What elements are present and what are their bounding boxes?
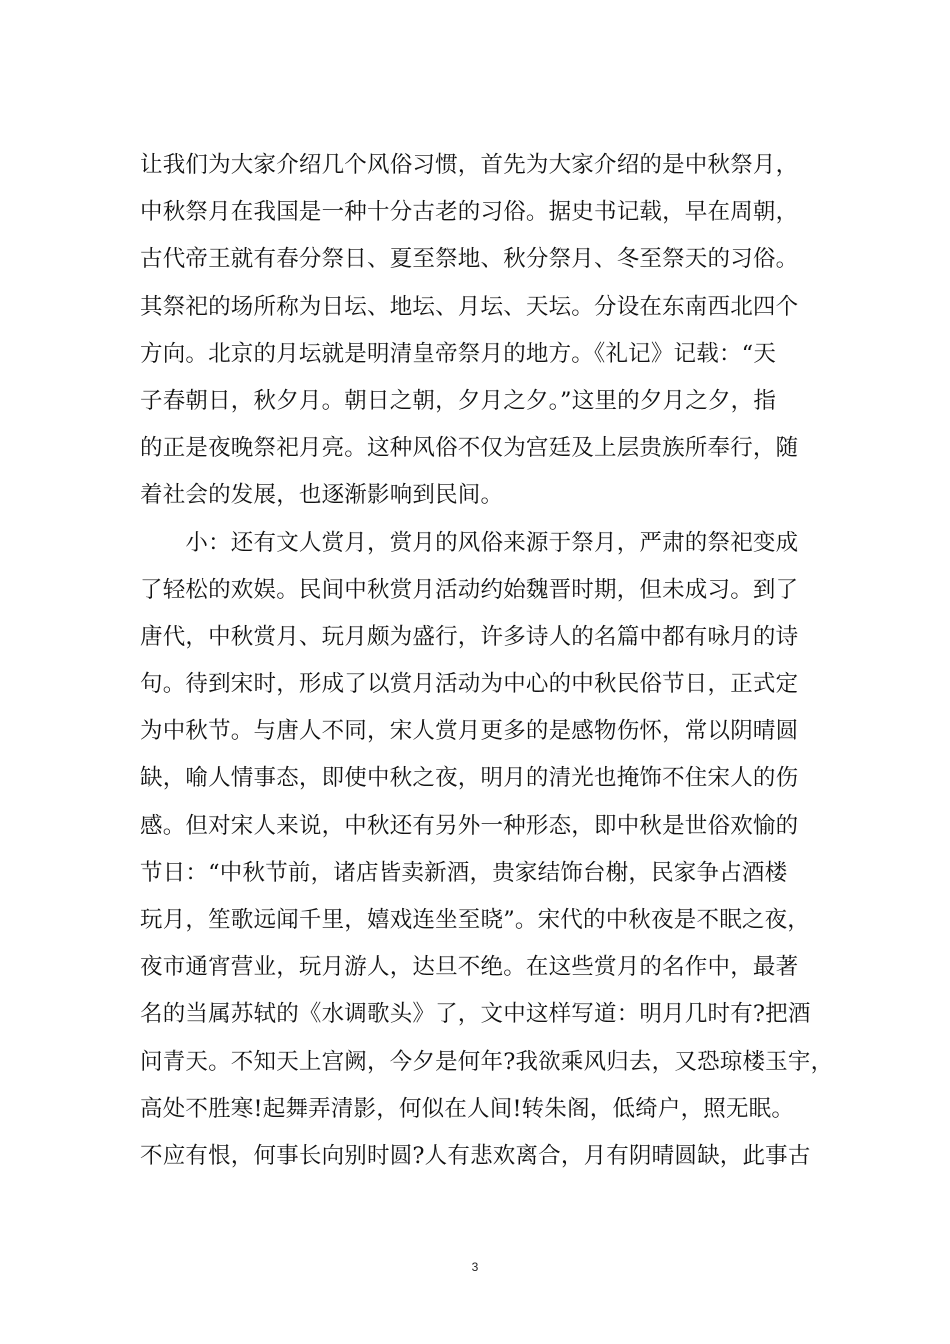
text-line: 句。待到宋时，形成了以赏月活动为中心的中秋民俗节日，正式定 <box>140 671 799 698</box>
text-line: 问青天。不知天上宫阙，今夕是何年?我欲乘风归去，又恐琼楼玉宇， <box>140 1048 834 1075</box>
text-line: 节日：“中秋节前，诸店皆卖新酒，贵家结饰台榭，民家争占酒楼 <box>140 859 788 886</box>
text-line: 其祭祀的场所称为日坛、地坛、月坛、天坛。分设在东南西北四个 <box>140 293 799 320</box>
text-line: 为中秋节。与唐人不同，宋人赏月更多的是感物伤怀，常以阴晴圆 <box>140 718 799 745</box>
text-line: 玩月，笙歌远闻千里，嬉戏连坐至晓”。宋代的中秋夜是不眠之夜， <box>140 907 811 933</box>
body-text <box>140 142 834 1180</box>
text-line: 方向。北京的月坛就是明清皇帝祭月的地方。《礼记》记载：“天 <box>140 340 777 367</box>
text-line: 夜市通宵营业，玩月游人，达旦不绝。在这些赏月的名作中，最著 <box>140 954 799 981</box>
text-line: 让我们为大家介绍几个风俗习惯，首先为大家介绍的是中秋祭月， <box>140 152 799 178</box>
text-line: 缺，喻人情事态，即使中秋之夜，明月的清光也掩饰不住宋人的伤 <box>140 765 799 792</box>
text-line: 小：还有文人赏月，赏月的风俗来源于祭月，严肃的祭祀变成 <box>140 529 799 556</box>
text-line: 感。但对宋人来说，中秋还有另外一种形态，即中秋是世俗欢愉的 <box>140 812 799 839</box>
text-line: 高处不胜寒!起舞弄清影，何似在人间!转朱阁，低绮户，照无眠。 <box>140 1095 795 1122</box>
text-line: 的正是夜晚祭祀月亮。这种风俗不仅为宫廷及上层贵族所奉行，随 <box>140 435 799 462</box>
text-line: 中秋祭月在我国是一种十分古老的习俗。据史书记载，早在周朝， <box>140 199 799 226</box>
text-line: 子春朝日，秋夕月。朝日之朝，夕月之夕。”这里的夕月之夕，指 <box>140 387 777 414</box>
text-line: 了轻松的欢娱。民间中秋赏月活动约始魏晋时期，但未成习。到了 <box>140 576 799 603</box>
text-line: 古代帝王就有春分祭日、夏至祭地、秋分祭月、冬至祭天的习俗。 <box>140 246 799 273</box>
page-number: 3 <box>471 1260 479 1274</box>
text-line: 唐代，中秋赏月、玩月颇为盛行，许多诗人的名篇中都有咏月的诗 <box>140 623 799 650</box>
text-line: 名的当属苏轼的《水调歌头》了，文中这样写道：明月几时有?把酒 <box>140 1001 811 1028</box>
text-line: 着社会的发展，也逐渐影响到民间。 <box>140 482 504 509</box>
text-line: 不应有恨，何事长向别时圆?人有悲欢离合，月有阴晴圆缺，此事古 <box>140 1142 811 1169</box>
